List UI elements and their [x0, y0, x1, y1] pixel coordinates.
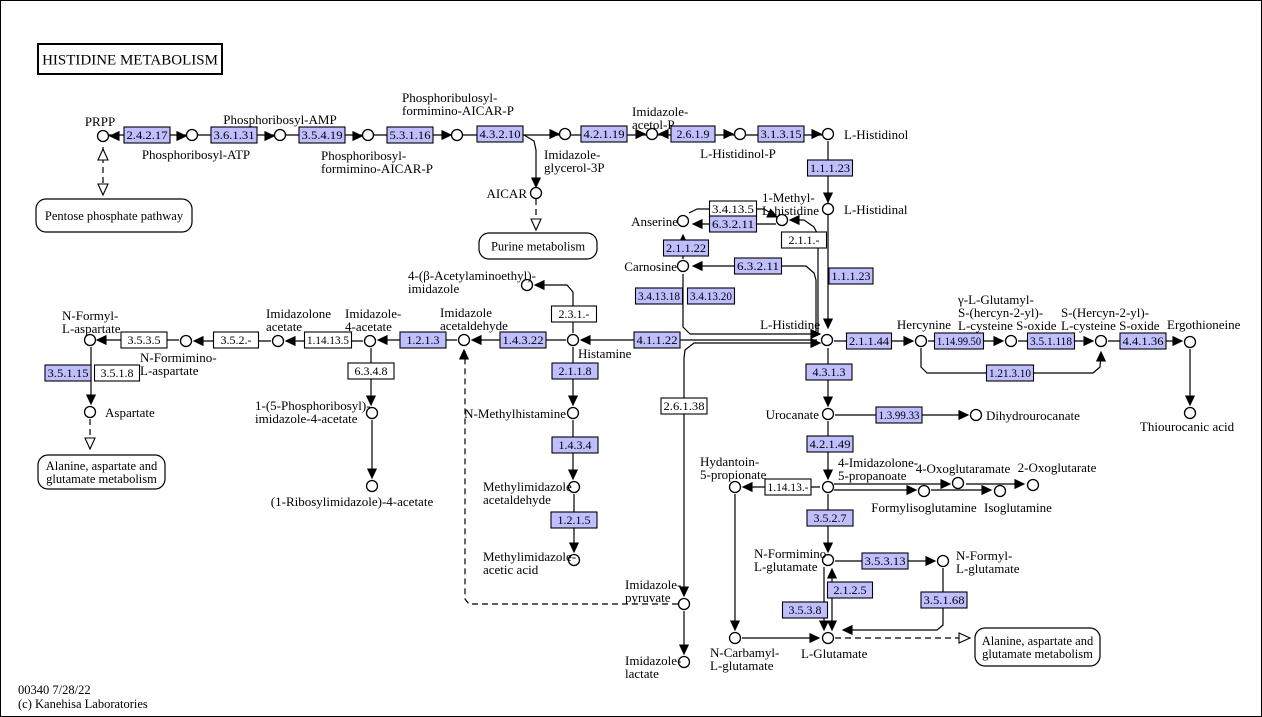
compound-carnosine[interactable] — [678, 261, 689, 272]
enzyme-3.5.3.13[interactable] — [862, 553, 908, 569]
enzyme-1.14.13.-[interactable] — [765, 479, 811, 495]
compound-imidazole-4-acetate[interactable] — [365, 336, 376, 347]
compound-n-formimino-l-aspartate[interactable] — [181, 336, 192, 347]
enzyme-ec-label: 2.6.1.9 — [676, 127, 710, 142]
enzyme-2.1.1.44[interactable] — [847, 333, 892, 349]
map-title-group — [38, 44, 222, 74]
enzyme-ec-label: 3.5.3.5 — [127, 333, 161, 348]
label-n-formimino-l-aspartate: N-Formimino-L-aspartate — [140, 350, 217, 378]
enzyme-1.4.3.22[interactable] — [500, 332, 546, 348]
enzyme-4.3.2.10[interactable] — [477, 126, 523, 142]
enzyme-ec-label: 2.1.1.44 — [849, 334, 889, 349]
enzyme-ec-label: 3.5.1.68 — [923, 593, 965, 608]
enzyme-4.4.1.36[interactable] — [1120, 333, 1166, 349]
label-phosphoribosyl-amp: Phosphoribosyl-AMP — [223, 112, 337, 127]
label-n-carbamyl-l-glutamate: N-Carbamyl-L-glutamate — [710, 645, 780, 673]
enzyme-1.4.3.4[interactable] — [552, 437, 598, 453]
label-n-formimino-l-glutamate: N-Formimino-L-glutamate — [754, 546, 831, 574]
enzyme-4.3.1.3[interactable] — [806, 364, 852, 380]
compound-n-methylhistamine[interactable] — [568, 408, 579, 419]
enzyme-ec-label: 1.2.1.5 — [557, 513, 591, 528]
label-l-histidinal: L-Histidinal — [844, 202, 908, 217]
enzyme-ec-label: 4.2.1.19 — [583, 127, 625, 142]
enzyme-ec-label: 1.14.13.5 — [307, 333, 349, 348]
label-carnosine: Carnosine — [624, 259, 677, 274]
enzyme-ec-label: 3.5.2.7 — [813, 511, 847, 526]
label-aspartate: Aspartate — [105, 405, 155, 420]
label-imidazole-lactate: Imidazole-lactate — [625, 653, 682, 681]
enzyme-4.2.1.49[interactable] — [807, 436, 853, 452]
enzyme-ec-label: 3.5.1.118 — [1030, 334, 1072, 349]
enzyme-3.5.1.8[interactable] — [95, 365, 140, 381]
compound-phosphoribulosyl-formimino-aicar-p[interactable] — [452, 130, 463, 141]
label-s-hercyn-2-yl-l-cysteine-s-oxide: S-(Hercyn-2-yl)-L-cysteine S-oxide — [1061, 305, 1160, 333]
compound-phosphoribosyl-amp[interactable] — [275, 130, 286, 141]
enzyme-3.5.1.118[interactable] — [1028, 333, 1075, 349]
enzyme-ec-label: 2.3.1.- — [558, 307, 590, 322]
enzyme-2.3.1.-[interactable] — [552, 306, 597, 322]
enzyme-ec-label: 4.2.1.49 — [809, 437, 851, 452]
enzyme-ec-label: 1.2.1.3 — [406, 333, 440, 348]
compound-s-hercyn-2-yl-l-cysteine-s-oxide[interactable] — [1096, 336, 1107, 347]
enzyme-6.3.2.11[interactable] — [735, 258, 782, 274]
label-hydantoin-5-propionate: Hydantoin-5-propionate — [700, 454, 767, 482]
label-n-formyl-l-glutamate: N-Formyl-L-glutamate — [956, 548, 1020, 576]
enzyme-3.5.1.68[interactable] — [921, 592, 967, 608]
enzyme-ec-label: 4.3.2.10 — [479, 127, 521, 142]
enzyme-2.1.1.8[interactable] — [552, 363, 598, 379]
enzyme-1.14.99.50[interactable] — [935, 333, 984, 349]
label-l-glutamate: L-Glutamate — [801, 646, 868, 661]
enzyme-ec-label: 1.1.1.23 — [831, 269, 871, 284]
label-2-oxoglutarate: 2-Oxoglutarate — [1017, 460, 1097, 475]
map-title: HISTIDINE METABOLISM — [42, 52, 218, 69]
compound-phosphoribosyl-formimino-aicar-p[interactable] — [363, 130, 374, 141]
compound-4-imidazolone-5-propanoate[interactable] — [823, 482, 834, 493]
compound-anserine[interactable] — [678, 216, 689, 227]
compound-imidazole-glycerol-3p[interactable] — [560, 129, 571, 140]
enzyme-ec-label: 3.5.1.15 — [47, 366, 89, 381]
enzyme-ec-label: 1.21.3.10 — [989, 366, 1031, 381]
label-1-5-phosphoribosyl-imidazole-4-acetate: 1-(5-Phosphoribosyl)-imidazole-4-acetate — [255, 398, 371, 426]
label-imidazole-acetol-p: Imidazole-acetol-P — [632, 104, 689, 132]
compound-4-oxoglutaramate[interactable] — [953, 478, 964, 489]
label-methylimidazole-acetaldehyde: Methylimidazole acetaldehyde — [483, 479, 572, 507]
enzyme-1.21.3.10[interactable] — [987, 365, 1034, 381]
pathway-link-label: glutamate metabolism — [982, 646, 1093, 661]
enzyme-4.1.1.22[interactable] — [634, 332, 680, 348]
enzyme-1.14.13.5[interactable] — [305, 332, 352, 348]
compound-thiourocanic-acid[interactable] — [1185, 408, 1196, 419]
compound-prpp[interactable] — [98, 131, 109, 142]
compound-hydantoin-5-propionate[interactable] — [730, 482, 741, 493]
enzyme-2.1.1.22[interactable] — [664, 240, 709, 256]
enzyme-3.5.4.19[interactable] — [299, 127, 345, 143]
enzyme-ec-label: 3.1.3.15 — [760, 127, 802, 142]
label-l-histidinol-p: L-Histidinol-P — [700, 146, 776, 161]
label-imidazole-glycerol-3p: Imidazole-glycerol-3P — [544, 147, 605, 175]
enzyme-2.4.2.17[interactable] — [124, 127, 170, 143]
compound-imidazolone-acetate[interactable] — [273, 336, 284, 347]
footer-line-2: (c) Kanehisa Laboratories — [18, 697, 148, 711]
enzyme-ec-label: 6.3.4.8 — [354, 364, 388, 379]
enzyme-3.5.2.7[interactable] — [807, 510, 853, 526]
label-phosphoribosyl-formimino-aicar-p: Phosphoribosyl-formimino-AICAR-P — [321, 148, 433, 176]
label-imidazole-pyruvate: Imidazole-pyruvate — [625, 577, 682, 605]
enzyme-ec-label: 4.3.1.3 — [812, 365, 846, 380]
enzyme-1.2.1.5[interactable] — [551, 512, 597, 528]
compound-l-glutamate[interactable] — [823, 633, 834, 644]
enzyme-3.5.1.15[interactable] — [45, 365, 91, 381]
label-l-histidine: L-Histidine — [760, 317, 820, 332]
compound-l-histidinol-p[interactable] — [735, 129, 746, 140]
enzyme-3.4.13.20[interactable] — [688, 288, 735, 304]
compound-n-carbamyl-l-glutamate[interactable] — [730, 633, 741, 644]
enzyme-ec-label: 6.3.2.11 — [737, 259, 779, 274]
pathway-link-label: Purine metabolism — [490, 239, 586, 254]
label-1-ribosylimidazole-4-acetate: (1-Ribosylimidazole)-4-acetate — [270, 494, 434, 509]
pathway-link-label: Alanine, aspartate and — [981, 633, 1094, 648]
enzyme-2.6.1.38[interactable] — [661, 398, 707, 414]
compound-histamine[interactable] — [568, 335, 579, 346]
enzyme-ec-label: 3.4.13.20 — [690, 289, 732, 304]
label-imidazolone-acetate: Imidazolone acetate — [266, 306, 331, 334]
enzyme-ec-label: 3.5.3.13 — [864, 554, 906, 569]
label-formylisoglutamine: Formylisoglutamine — [871, 500, 977, 515]
compound-isoglutamine[interactable] — [995, 486, 1006, 497]
compound-dihydrourocanate[interactable] — [971, 410, 982, 421]
compound-l-histidinol[interactable] — [823, 129, 834, 140]
label-anserine: Anserine — [631, 214, 678, 229]
compound-formylisoglutamine[interactable] — [919, 486, 930, 497]
enzyme-1.3.99.33[interactable] — [876, 407, 922, 423]
compound-ergothioneine[interactable] — [1185, 337, 1196, 348]
enzyme-3.1.3.15[interactable] — [758, 126, 804, 142]
compound-2-oxoglutarate[interactable] — [1028, 480, 1039, 491]
label-dihydrourocanate: Dihydrourocanate — [986, 408, 1080, 423]
compound-n-formyl-l-aspartate[interactable] — [85, 335, 96, 346]
compound-n-formyl-l-glutamate[interactable] — [938, 556, 949, 567]
compound-aicar[interactable] — [531, 188, 542, 199]
enzyme-ec-label: 4.1.1.22 — [636, 333, 678, 348]
label-imidazole-acetaldehyde: Imidazole acetaldehyde — [440, 305, 508, 333]
enzyme-ec-label: 3.5.4.19 — [301, 128, 343, 143]
label-methylimidazole-acetic-acid: Methylimidazole-acetic acid — [483, 549, 577, 577]
enzyme-ec-label: 4.4.1.36 — [1122, 334, 1164, 349]
label-phosphoribosyl-atp: Phosphoribosyl-ATP — [141, 147, 251, 162]
enzyme-3.5.3.8[interactable] — [783, 602, 828, 618]
label-4-imidazolone-5-propanoate: 4-Imidazolone-5-propanoate — [838, 455, 919, 483]
label-prpp: PRPP — [84, 114, 116, 129]
enzyme-5.3.1.16[interactable] — [387, 127, 433, 143]
label-thiourocanic-acid: Thiourocanic acid — [1139, 419, 1235, 434]
enzyme-ec-label: 1.3.99.33 — [878, 408, 920, 423]
compound-l-histidine[interactable] — [822, 335, 833, 346]
label-histamine: Histamine — [578, 346, 632, 361]
compound-urocanate[interactable] — [823, 409, 834, 420]
label-ergothioneine: Ergothioneine — [1167, 317, 1241, 332]
enzyme-6.3.2.11[interactable] — [710, 216, 757, 232]
pathway-link-label: glutamate metabolism — [46, 471, 157, 486]
enzyme-ec-label: 6.3.2.11 — [712, 217, 754, 232]
label-1-methyl-l-histidine: 1-Methyl-L-histidine — [762, 190, 820, 218]
enzyme-2.1.1.-[interactable] — [782, 232, 827, 248]
compound-1-ribosylimidazole-4-acetate[interactable] — [367, 481, 378, 492]
enzyme-3.5.3.5[interactable] — [121, 332, 167, 348]
label-phosphoribulosyl-formimino-aicar-p: Phosphoribulosyl-formimino-AICAR-P — [402, 90, 514, 118]
footer-line-1: 00340 7/28/22 — [18, 683, 91, 697]
compound-l-histidinal[interactable] — [823, 204, 834, 215]
enzyme-ec-label: 2.4.2.17 — [126, 128, 168, 143]
enzyme-ec-label: 1.14.99.50 — [937, 334, 981, 349]
label-hercynine: Hercynine — [896, 317, 952, 332]
label-imidazole-4-acetate: Imidazole-4-acetate — [345, 306, 402, 334]
enzyme-ec-label: 1.1.1.23 — [810, 161, 850, 176]
label-4-beta-acetylaminoethyl-imidazole: 4-(β-Acetylaminoethyl)-imidazole — [408, 268, 536, 296]
enzyme-ec-label: 1.4.3.22 — [502, 333, 544, 348]
enzyme-ec-label: 3.4.13.18 — [638, 289, 680, 304]
label-aicar: AICAR — [486, 186, 527, 201]
enzyme-4.2.1.19[interactable] — [581, 126, 627, 142]
label-4-oxoglutaramate: 4-Oxoglutaramate — [915, 461, 1011, 476]
enzyme-ec-label: 3.6.1.31 — [213, 128, 255, 143]
enzyme-ec-label: 2.1.1.22 — [666, 241, 706, 256]
pathway-link-pentose-phosphate-pathway[interactable] — [36, 199, 192, 232]
enzyme-ec-label: 2.1.1.8 — [558, 364, 592, 379]
pathway-link-purine-metabolism[interactable] — [479, 233, 597, 259]
enzyme-ec-label: 3.5.2.- — [220, 333, 252, 348]
compound-hercynine[interactable] — [916, 336, 927, 347]
compound-gamma-l-glutamyl-s-hercyn-2-yl-l-cysteine-s-oxide[interactable] — [1006, 336, 1017, 347]
enzyme-3.6.1.31[interactable] — [211, 127, 257, 143]
enzyme-ec-label: 3.4.13.5 — [712, 202, 754, 217]
enzyme-3.4.13.18[interactable] — [636, 288, 683, 304]
label-l-histidinol: L-Histidinol — [844, 127, 909, 142]
label-isoglutamine: Isoglutamine — [984, 500, 1052, 515]
label-urocanate: Urocanate — [765, 407, 819, 422]
compound-imidazole-pyruvate[interactable] — [679, 599, 690, 610]
pathway-link-alanine-aspartate-glutamate-metabolism-left[interactable] — [38, 455, 165, 489]
enzyme-1.1.1.23[interactable] — [808, 160, 853, 176]
enzyme-2.1.2.5[interactable] — [828, 582, 873, 598]
enzyme-1.2.1.3[interactable] — [400, 332, 446, 348]
pathway-link-alanine-aspartate-glutamate-metabolism-right[interactable] — [975, 628, 1100, 666]
enzyme-ec-label: 2.1.2.5 — [833, 583, 867, 598]
enzyme-ec-label: 1.14.13.- — [767, 480, 809, 495]
enzyme-2.6.1.9[interactable] — [671, 126, 715, 142]
pathway-link-label: Alanine, aspartate and — [45, 458, 158, 473]
compound-phosphoribosyl-atp[interactable] — [187, 130, 198, 141]
enzyme-1.1.1.23[interactable] — [829, 268, 873, 284]
label-n-methylhistamine: N-Methylhistamine — [464, 406, 566, 421]
enzyme-6.3.4.8[interactable] — [348, 363, 394, 379]
enzyme-ec-label: 2.1.1.- — [788, 233, 820, 248]
enzyme-ec-label: 3.5.3.8 — [788, 603, 822, 618]
enzyme-ec-label: 1.4.3.4 — [558, 438, 592, 453]
compound-aspartate[interactable] — [85, 407, 96, 418]
label-gamma-l-glutamyl-s-hercyn-2-yl-l-cysteine-s-oxide: γ-L-Glutamyl-S-(hercyn-2-yl)-L-cysteine S-oxide — [958, 292, 1057, 333]
enzyme-ec-label: 5.3.1.16 — [389, 128, 431, 143]
label-n-formyl-l-aspartate: N-Formyl-L-aspartate — [62, 308, 121, 336]
enzyme-ec-label: 2.6.1.38 — [663, 399, 705, 414]
enzyme-3.5.2.-[interactable] — [214, 332, 259, 348]
pathway-link-label: Pentose phosphate pathway — [44, 208, 184, 223]
enzyme-ec-label: 3.5.1.8 — [100, 366, 134, 381]
enzyme-3.4.13.5[interactable] — [710, 201, 757, 217]
compound-imidazole-acetaldehyde[interactable] — [459, 335, 470, 346]
